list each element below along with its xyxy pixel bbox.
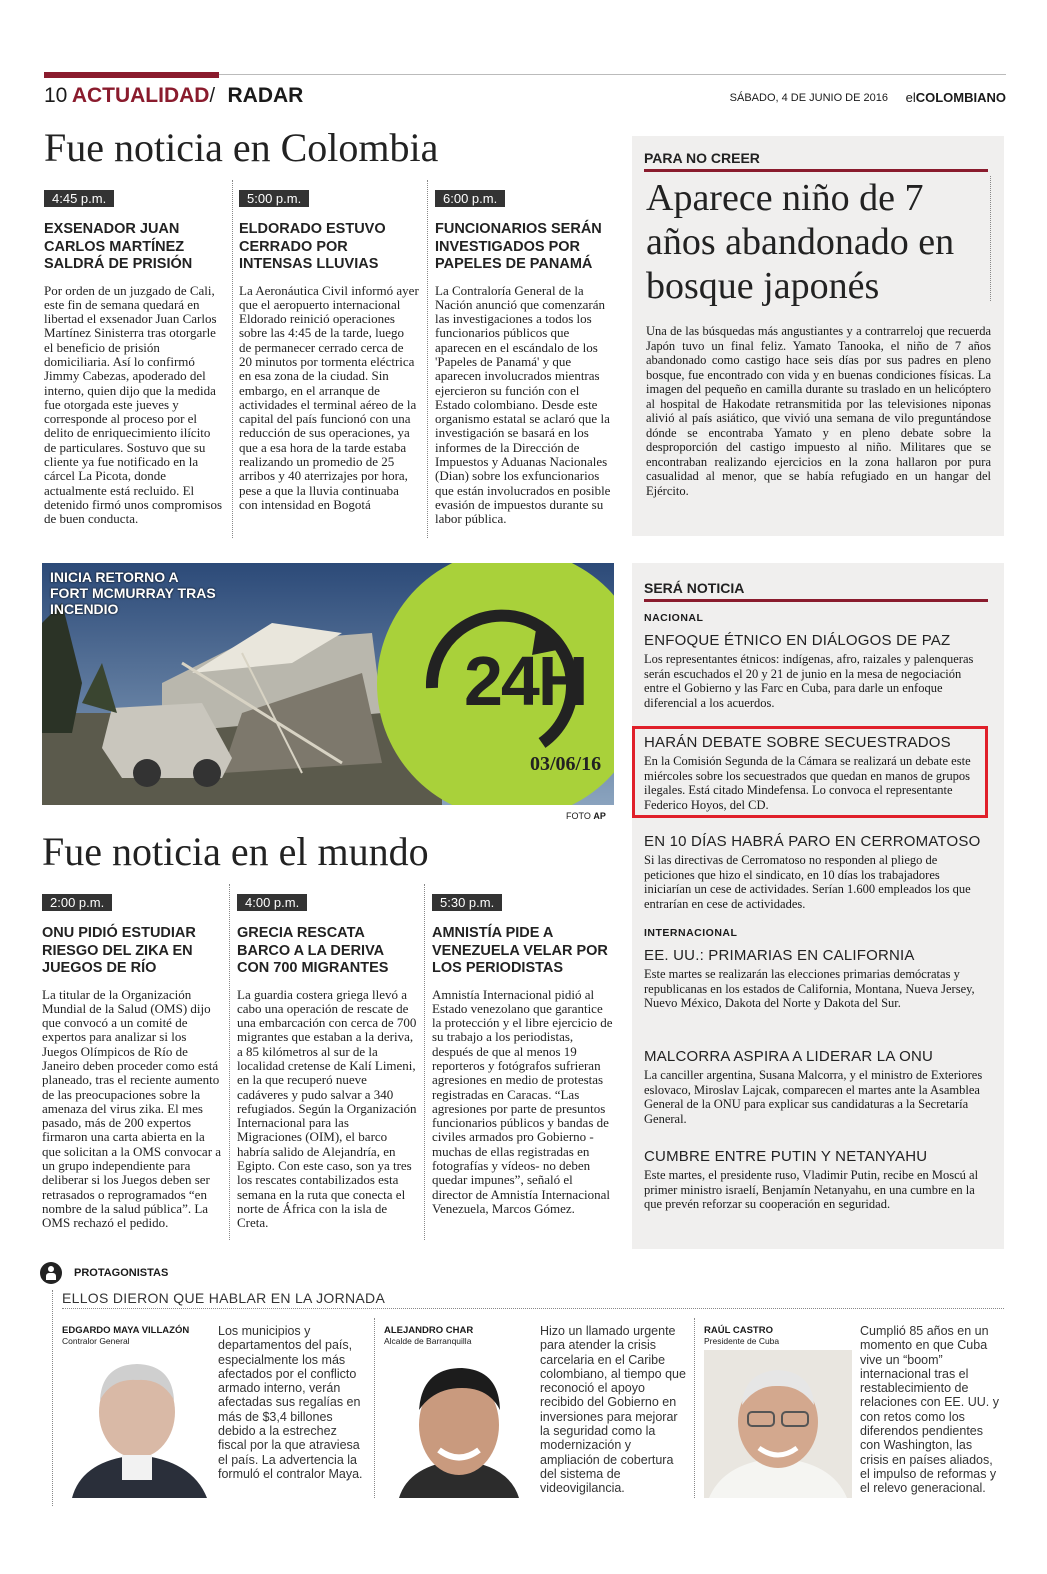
colombia-article-1 <box>44 188 224 527</box>
mundo-article-3 <box>432 892 614 1216</box>
article-body: La titular de la Organización Mundial de la Salud (OMS) dijo que convocó a un comité de expertos para analizar si los Juegos Olímpicos de Río de Janeiro deben proceder como está planeado, tras el reciente aumento de las preocupaciones sobre la amenaza del virus zika. El mes pasado, más de 200 expertos firmaron una carta abierta en la que solicitan a la OMS convocar a un grupo independiente para deliberar si los Juegos deben ser retrasados o reprogramados “en nombre de la salud pública”. La OMS rechazó el pedido. <box>42 986 222 1231</box>
photo-credit: FOTO AP <box>566 811 606 821</box>
article-headline: EXSENADOR JUAN CARLOS MARTÍNEZ SALDRÁ DE PRISIÓN <box>44 221 193 272</box>
24h-badge <box>402 593 612 773</box>
section-name: ACTUALIDAD <box>71 84 210 107</box>
mundo-article-2 <box>237 892 417 1231</box>
article-headline: ONU PIDIÓ ESTUDIAR RIESGO DEL ZIKA EN JUEGOS DE RÍO <box>42 925 196 976</box>
portrait-maya <box>62 1350 212 1498</box>
colombia-article-2 <box>239 188 419 512</box>
mundo-section-title: Fue noticia en el mundo <box>42 829 429 874</box>
page-number: 10 <box>44 84 68 107</box>
person-name: ALEJANDRO CHAR <box>384 1325 474 1336</box>
brief-secuestrados: HARÁN DEBATE SOBRE SECUESTRADOS En la Comisión Segunda de la Cámara se realizará un debate este miércoles sobre los secuestrados que quedan en manos de grupos ilegales. Está citado Mindefensa. Lo convoca el representante Federico Hoyos, del CD. <box>644 734 971 812</box>
article-body: Amnistía Internacional pidió al Estado venezolano que garantice la protección y el libre ejercicio de su trabajo a los periodistas, después de que al menos 19 reporteros y fotógrafos sufrieran agresiones en medio de protestas registradas en Caracas. “Las agresiones por parte de presuntos funcionarios públicos y bandas de civiles armados pro Gobierno -muchas de ellas registradas en fotografías y vídeos- no deben quedar impunes”, señaló el director de Amnistía Internacional Venezuela, Marcos Gómez. <box>432 986 613 1216</box>
time-stamp: 4:45 p.m. <box>44 190 114 207</box>
person-role: Contralor General <box>62 1336 130 1346</box>
top-rule <box>44 72 1006 78</box>
protagonistas-label: PROTAGONISTAS <box>74 1267 169 1279</box>
person-name: RAÚL CASTRO <box>704 1325 773 1336</box>
person-name: EDGARDO MAYA VILLAZÓN <box>62 1325 190 1336</box>
time-stamp: 6:00 p.m. <box>435 190 505 207</box>
portrait-castro <box>704 1350 852 1498</box>
brief-cerromatoso: EN 10 DÍAS HABRÁ PARO EN CERROMATOSO Si las directivas de Cerromatoso no responden al pliego de peticiones que hizo el sindicato, en 10 días los trabajadores iniciarían un cese de actividades. Serían 1.600 empleados los que entrarían en cese de actividades. <box>644 833 981 911</box>
para-no-creer-kicker: PARA NO CREER <box>644 150 760 166</box>
person-quote: Los municipios y departamentos del país, especialmente los más afectados por el conflicto armado interno, verán afectadas sus regalías en más de $3,4 billones debido a la estrechez fiscal por la que atraviesa el país. La advertencia la formuló el contralor Maya. <box>218 1324 363 1481</box>
internacional-label: INTERNACIONAL <box>644 927 738 939</box>
portrait-char <box>384 1350 534 1498</box>
issue-date: SÁBADO, 4 DE JUNIO DE 2016 <box>729 92 888 104</box>
colombia-article-3 <box>435 188 617 527</box>
article-body: Por orden de un juzgado de Cali, este fin de semana quedará en libertad el exsenador Juan Carlos Martínez Sinisterra tras otorgarle el beneficio de prisión domiciliaria. Así lo confirmó Jimmy Cabezas, apoderado del interno, quien dijo que la medida fue otorgada este jueves y corresponde al proceso por el delito de enriquecimiento ilícito de particulares. Sostuvo que su cliente ya fue notificado en la cárcel La Picota, donde actualmente está recluido. El detenido firmó unos compromisos de buen conducta. <box>44 282 223 527</box>
subsection-name: RADAR <box>227 84 304 107</box>
nacional-label: NACIONAL <box>644 612 704 624</box>
person-quote: Cumplió 85 años en un momento en que Cuba vive un “boom” internacional tras el restablecimiento de relaciones con EE. UU. y con retos como los diferendos pendientes con Washington, las crisis en países aliados, el impulso de reformas y el relevo generacional. <box>860 1324 999 1496</box>
kicker-rule <box>644 599 988 602</box>
time-stamp: 5:30 p.m. <box>432 894 502 911</box>
24h-label: 24H <box>464 642 587 720</box>
time-stamp: 4:00 p.m. <box>237 894 307 911</box>
article-body: La Aeronáutica Civil informó ayer que el aeropuerto internacional Eldorado reinició operaciones sobre las 4:45 de la tarde, luego de permanecer cerrado cerca de 20 minutos por tormenta eléctrica en esa zona de la ciudad. Sin embargo, en el arranque de actividades el terminal aéreo de la capital del país funcionó con una reducción de sus operaciones, ya que a esa hora de la tarde estaba realizando un promedio de 25 arribos y 40 aterrizajes por hora, pese a que la lluvia continuaba con intensidad en Bogotá <box>239 282 419 512</box>
time-stamp: 2:00 p.m. <box>42 894 112 911</box>
fort-mcmurray-photo <box>42 563 614 805</box>
24h-date: 03/06/16 <box>530 753 602 775</box>
brief-malcorra: MALCORRA ASPIRA A LIDERAR LA ONU La canciller argentina, Susana Malcorra, y el ministro de Exteriores eslovaco, Miroslav Lajcak, comparecen el martes ante la Asamblea General de la ONU para explicar sus candidaturas a la Secretaría General. <box>644 1048 983 1126</box>
person-role: Presidente de Cuba <box>704 1336 780 1346</box>
protagonistas-subtitle: ELLOS DIERON QUE HABLAR EN LA JORNADA <box>62 1290 386 1306</box>
para-no-creer-headline: Aparece niño de 7 años abandonado en bosque japonés <box>646 177 955 307</box>
section-separator: / <box>209 85 216 107</box>
article-headline: FUNCIONARIOS SERÁN INVESTIGADOS POR PAPELES DE PANAMÁ <box>435 221 602 272</box>
article-body: La guardia costera griega llevó a cabo una operación de rescate de una embarcación con cerca de 700 migrantes que estaban a la deriva, a 85 kilómetros al sur de la localidad cretense de Kalí Limeni, en la que recuperó nueve cadáveres y pudo salvar a 340 refugiados. Según la Organización Internacional para las Migraciones (OIM), el barco habría salido de Alejandría, en Egipto. Con este caso, son ya tres los rescates contabilizados esta semana en la ruta que conecta el norte de África con la isla de Creta. <box>237 986 417 1231</box>
colombia-section-title: Fue noticia en Colombia <box>44 125 439 170</box>
kicker-rule <box>644 169 988 172</box>
person-quote: Hizo un llamado urgente para atender la crisis carcelaria en el Caribe colombiano, al tiempo que reconoció el apoyo recibido del Gobierno en inversiones para mejorar la seguridad como la modernización y ampliación de cobertura del sistema de videovigilancia. <box>540 1324 686 1496</box>
brief-etnico: ENFOQUE ÉTNICO EN DIÁLOGOS DE PAZ Los representantes étnicos: indígenas, afro, raizales y palenqueras serán escuchados el 20 y 21 de junio en la mesa de negociación entre el Gobierno y las Farc en Cuba, para darle un enfoque diferencial a los acuerdos. <box>644 632 974 710</box>
brief-putin: CUMBRE ENTRE PUTIN Y NETANYAHU Este martes, el presidente ruso, Vladimir Putin, recibe en Moscú al primer ministro israelí, Benjamín Netanyahu, en una cumbre en la que prevén reforzar su cooperación en seguridad. <box>644 1148 979 1211</box>
article-headline: GRECIA RESCATA BARCO A LA DERIVA CON 700 MIGRANTES <box>237 925 389 976</box>
page-header <box>44 84 1006 112</box>
article-headline: ELDORADO ESTUVO CERRADO POR INTENSAS LLUVIAS <box>239 221 386 272</box>
para-no-creer-body: Una de las búsquedas más angustiantes y a contrarreloj que recuerda Japón tuvo un final feliz. Yamato Tanooka, el niño de 7 años abandonado como castigo hace seis días por sus padres en pleno bosque, fue encontrado con vida y en buenas condiciones físicas. La imagen del pequeño en camilla durante su traslado en un helicóptero al hospital de Hakodate retransmitida por las televisiones niponas alivió al país asiático, que vivió una semana de vilo preguntándose dónde se encontraba Yamato y en pleno debate sobre la desproporción del castigo impuesto al niño. Militares que se encontraban realizando ejercicios en la zona hallaron por pura casualidad al menor, que se había refugiado en un hangar del Ejército. <box>646 324 991 498</box>
brand-logo: elCOLOMBIANO <box>905 90 1006 105</box>
person-icon <box>40 1262 62 1284</box>
mundo-article-1 <box>42 892 222 1231</box>
sera-noticia-kicker: SERÁ NOTICIA <box>644 580 745 596</box>
article-body: La Contraloría General de la Nación anunció que comenzarán las investigaciones a todos los funcionarios públicos que aparecen en el escándalo de los 'Papeles de Panamá' y que aparecen involucrados mientras ejercieron su función con el Estado colombiano. Desde este organismo estatal se aclaró que la investigación se basará en los informes de la Dirección de Impuestos y Aduanas Nacionales (Dian) sobre los exfuncionarios que están involucrados en posible evasión de impuestos durante su labor pública. <box>435 282 611 527</box>
time-stamp: 5:00 p.m. <box>239 190 309 207</box>
person-role: Alcalde de Barranquilla <box>384 1336 472 1346</box>
photo-caption: INICIA RETORNO A FORT MCMURRAY TRAS INCENDIO <box>50 569 216 617</box>
article-headline: AMNISTÍA PIDE A VENEZUELA VELAR POR LOS PERIODISTAS <box>432 925 608 976</box>
brief-primarias: EE. UU.: PRIMARIAS EN CALIFORNIA Este martes se realizarán las elecciones primarias demócratas y republicanas en los estados de California, Montana, Nueva Jersey, Nuevo México, Dakota del Norte y Dakota del Sur. <box>644 947 975 1010</box>
